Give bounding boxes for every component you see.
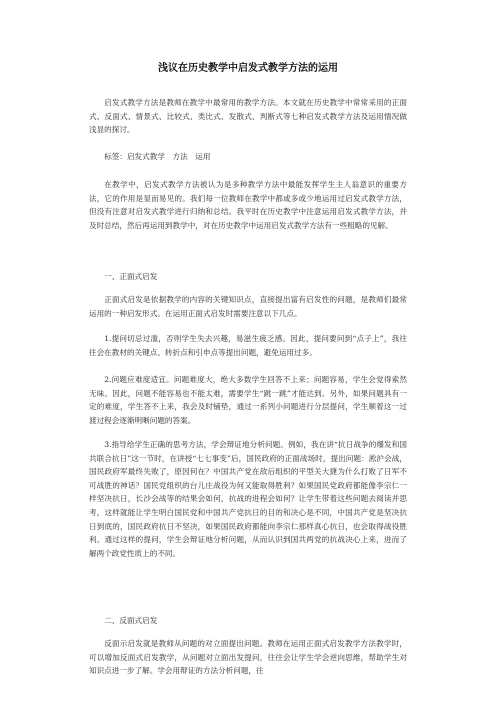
section-heading-positive: 一、正面式启发 [104, 272, 158, 281]
section-heading-negative: 二、反面式启发 [104, 616, 158, 625]
keywords-line: 标签：启发式教学 方法 运用 [104, 152, 211, 161]
point-3-paragraph: 3.指导给学生正确的思考方法，学会辩证地分析问题。例如，我在讲“抗日战争的爆发和国共联合抗日”这一节时，在讲授“七七事变”后，国民政府的正面战场时，提出问题：淞沪会战，国民政府军最终失败了，原因何在？中国共产党在敌后组织的平型关大捷为什么打败了日军不可战胜的神话？国民党组织的台儿庄战役为何又能取得胜利？如果国民党政府都能像李宗仁一样坚决抗日，长沙会战等的结果会如何，抗战的进程会如何？让学生带着这些问题去阅读并思考，这样就能让学生明白国民党和中国共产党抗日的目的和决心是不同，中国共产党是坚决抗日到底的，国民政府抗日不坚决，如果国民政府都能向李宗仁那样真心抗日，也会取得战役胜利。通过这样的提问，学生会辩证地分析问题，从而认识到国共两党的抗战决心上来，进而了解两个政党性质上的不同。 [89, 440, 407, 558]
section1-intro-paragraph: 正面式启发是依据教学的内容的关键知识点，直接提出富有启发性的问题，是教师们最常运用的一种启发形式。在运用正面式启发时需要注意以下几点。 [89, 295, 407, 318]
document-title: 浅议在历史教学中启发式教学方法的运用 [158, 63, 338, 74]
section2-intro-paragraph: 反面示启发就是教师从问题的对立面提出问题。教师在运用正面式启发教学方法教学时，可以增加反面式启发教学，从问题对立面出发提问，往往会让学生学会逆向思维，帮助学生对知识点进一步了解。学会用辩证的方法分析问题，往 [89, 639, 407, 676]
point-2-paragraph: 2.问题应难度适宜。问题难度大，绝大多数学生回答不上来；问题容易，学生会觉得索然无味。因此，问题不能容易也不能太难，需要学生“跳一跳”才能达到。另外，如果问题具有一定的难度，学生答不上来，我会及时铺垫，通过一系列小问题进行分层提问，学生顺着这一过渡过程会逐渐明晰问题的答案。 [89, 375, 407, 425]
abstract-paragraph: 启发式教学方法是教师在教学中最常用的教学方法。本文就在历史教学中常常采用的正面式、反面式、情景式、比较式、类比式、发散式、判断式等七种启发式教学方法及运用情况做浅显的探讨。 [89, 98, 407, 135]
intro-paragraph: 在教学中，启发式教学方法被认为是多种教学方法中最能发挥学生主人翁意识的重要方法，它的作用是显而易见的。我们每一位教师在教学中都或多或少地运用过启发式教学方法，但没有注意对启发式教学进行归纳和总结。我平时在历史教学中注意运用启发式教学方法，并及时总结，然后再运用到教学中，对在历史教学中运用启发式教学方法有一些粗略的见解。 [89, 180, 407, 230]
point-1-paragraph: 1.提问切忌过滥，否则学生失去兴趣，易滋生疲乏感。因此，提问要问到“点子上”，我往往会在教材的关键点、转折点和引申点等提出问题，避免运用过多。 [89, 334, 407, 357]
